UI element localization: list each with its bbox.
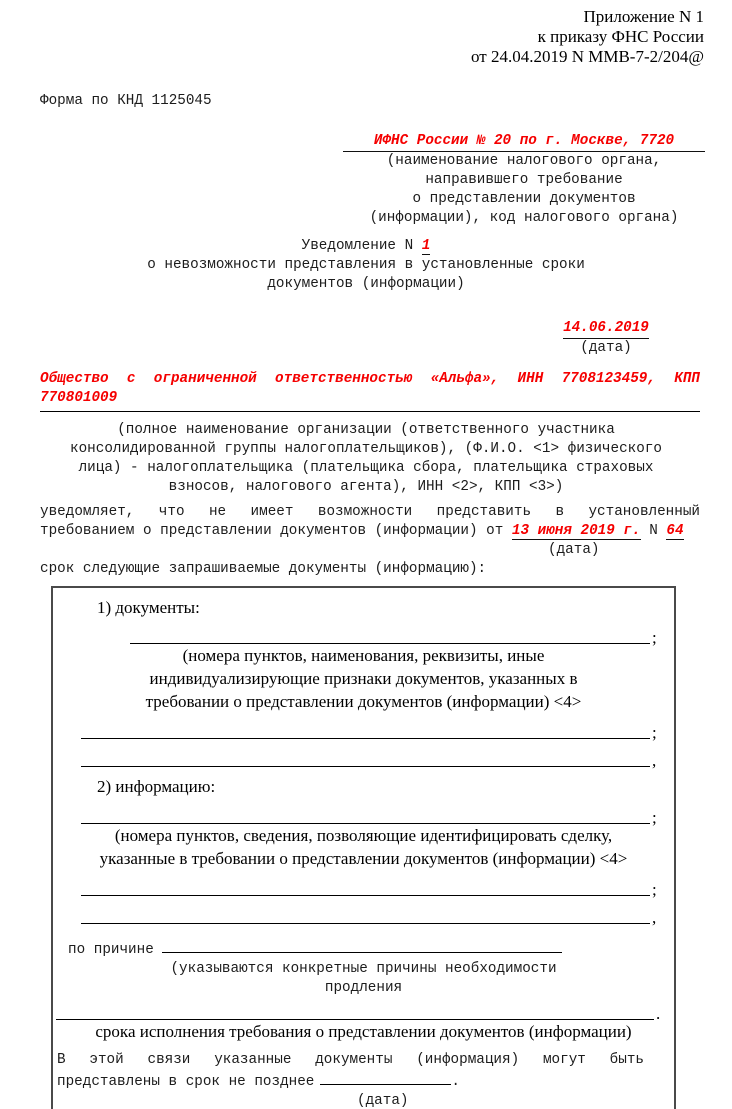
item1-caption-line: индивидуализирующие признаки документов, указанных в bbox=[149, 669, 578, 688]
date-value: 14.06.2019 bbox=[563, 319, 649, 339]
reason-caption-line: (указываются конкретные причины необходимости bbox=[170, 961, 557, 977]
requirement-date-caption: (дата) bbox=[548, 542, 600, 558]
form-box bbox=[51, 586, 676, 1109]
number-label: N bbox=[649, 523, 658, 539]
reason-blank-line bbox=[162, 938, 562, 953]
fill-in-line bbox=[81, 896, 662, 927]
form-code: Форма по КНД 1125045 bbox=[40, 93, 212, 109]
appendix-line: к приказу ФНС России bbox=[537, 27, 704, 46]
reason-caption-line: продления bbox=[324, 980, 403, 996]
line-punctuation: . bbox=[656, 1004, 661, 1023]
organization-caption-line: взносов, налогового агента), ИНН <2>, КПП <3>) bbox=[168, 479, 564, 495]
line-punctuation: , bbox=[652, 908, 657, 927]
date-caption: (дата) bbox=[580, 340, 632, 356]
organization-line: 770801009 bbox=[40, 390, 118, 406]
item2-caption-line: указанные в требовании о представлении документов (информации) <4> bbox=[99, 849, 628, 868]
body-line: уведомляет, что не имеет возможности представить в установленный bbox=[40, 504, 700, 520]
appendix-line: Приложение N 1 bbox=[583, 7, 704, 26]
item1-caption-line: (номера пунктов, наименования, реквизиты, иные bbox=[182, 646, 545, 665]
appendix-line: от 24.04.2019 N ММВ-7-2/204@ bbox=[470, 47, 704, 66]
line-punctuation: ; bbox=[652, 628, 657, 647]
line-punctuation: . bbox=[451, 1074, 460, 1090]
notification-title bbox=[0, 237, 732, 256]
final-line-prefix: представлены в срок не позднее bbox=[57, 1074, 315, 1090]
notification-title-prefix: Уведомление N bbox=[301, 238, 414, 254]
tax-authority-caption-line: (информации), код налогового органа) bbox=[369, 210, 679, 226]
final-paragraph bbox=[57, 1051, 644, 1109]
continuation-caption: срока исполнения требования о представлении документов (информации) bbox=[95, 1022, 632, 1041]
reason-label: по причине bbox=[68, 942, 154, 958]
tax-authority-caption-line: (наименование налогового органа, bbox=[386, 153, 662, 169]
tax-authority-caption-line: о представлении документов bbox=[412, 191, 636, 207]
notification-title-block bbox=[0, 237, 732, 294]
body-line-prefix: требованием о представлении документов (информации) от bbox=[40, 523, 504, 539]
fill-in-line bbox=[81, 739, 662, 770]
notification-number: 1 bbox=[421, 238, 431, 254]
final-date-caption: (дата) bbox=[357, 1093, 409, 1109]
organization-value bbox=[40, 370, 700, 412]
requirement-date: 13 июня 2019 г. bbox=[511, 523, 641, 539]
line-punctuation: ; bbox=[652, 723, 657, 742]
fill-in-line bbox=[56, 998, 666, 1023]
item2-caption-line: (номера пунктов, сведения, позволяющие идентифицировать сделку, bbox=[114, 826, 613, 845]
blank-line bbox=[81, 738, 650, 739]
fill-in-line bbox=[81, 798, 662, 827]
line-punctuation: ; bbox=[652, 880, 657, 899]
organization-caption bbox=[0, 421, 732, 497]
blank-line bbox=[81, 766, 650, 767]
body-paragraph bbox=[40, 503, 700, 579]
blank-line bbox=[81, 895, 650, 896]
date-block bbox=[554, 318, 658, 358]
tax-authority-caption-line: направившего требование bbox=[425, 172, 623, 188]
line-punctuation: , bbox=[652, 751, 657, 770]
fill-in-line bbox=[130, 619, 662, 647]
organization-caption-line: (полное наименование организации (ответственного участника bbox=[117, 422, 615, 438]
tax-authority-block bbox=[343, 132, 705, 228]
fill-in-line bbox=[81, 870, 662, 899]
line-punctuation: ; bbox=[652, 808, 657, 827]
notification-subtitle-line: документов (информации) bbox=[267, 276, 465, 292]
item1-caption-line: требовании о представлении документов (информации) <4> bbox=[145, 692, 582, 711]
body-line: срок следующие запрашиваемые документы (информацию): bbox=[40, 561, 487, 577]
organization-caption-line: консолидированной группы налогоплательщиков), (Ф.И.О. <1> физического bbox=[70, 441, 662, 457]
final-line bbox=[57, 1070, 644, 1092]
blank-line bbox=[81, 923, 650, 924]
requirement-number: 64 bbox=[666, 523, 684, 539]
appendix-header bbox=[0, 0, 732, 67]
body-line bbox=[40, 522, 700, 541]
final-line: В этой связи указанные документы (информация) могут быть bbox=[57, 1052, 644, 1068]
organization-caption-line: лица) - налогоплательщика (плательщика сбора, плательщика страховых bbox=[78, 460, 654, 476]
notification-subtitle-line: о невозможности представления в установленные сроки bbox=[147, 257, 585, 273]
final-blank-line bbox=[320, 1070, 451, 1085]
item2-label: 2) информацию: bbox=[97, 777, 216, 796]
organization-line: Общество с ограниченной ответственностью «Альфа», ИНН 7708123459, КПП bbox=[40, 371, 700, 387]
reason-row bbox=[68, 938, 674, 960]
tax-authority-value: ИФНС России № 20 по г. Москве, 7720 bbox=[343, 132, 705, 152]
item1-label: 1) документы: bbox=[97, 598, 200, 617]
fill-in-line bbox=[81, 713, 662, 742]
